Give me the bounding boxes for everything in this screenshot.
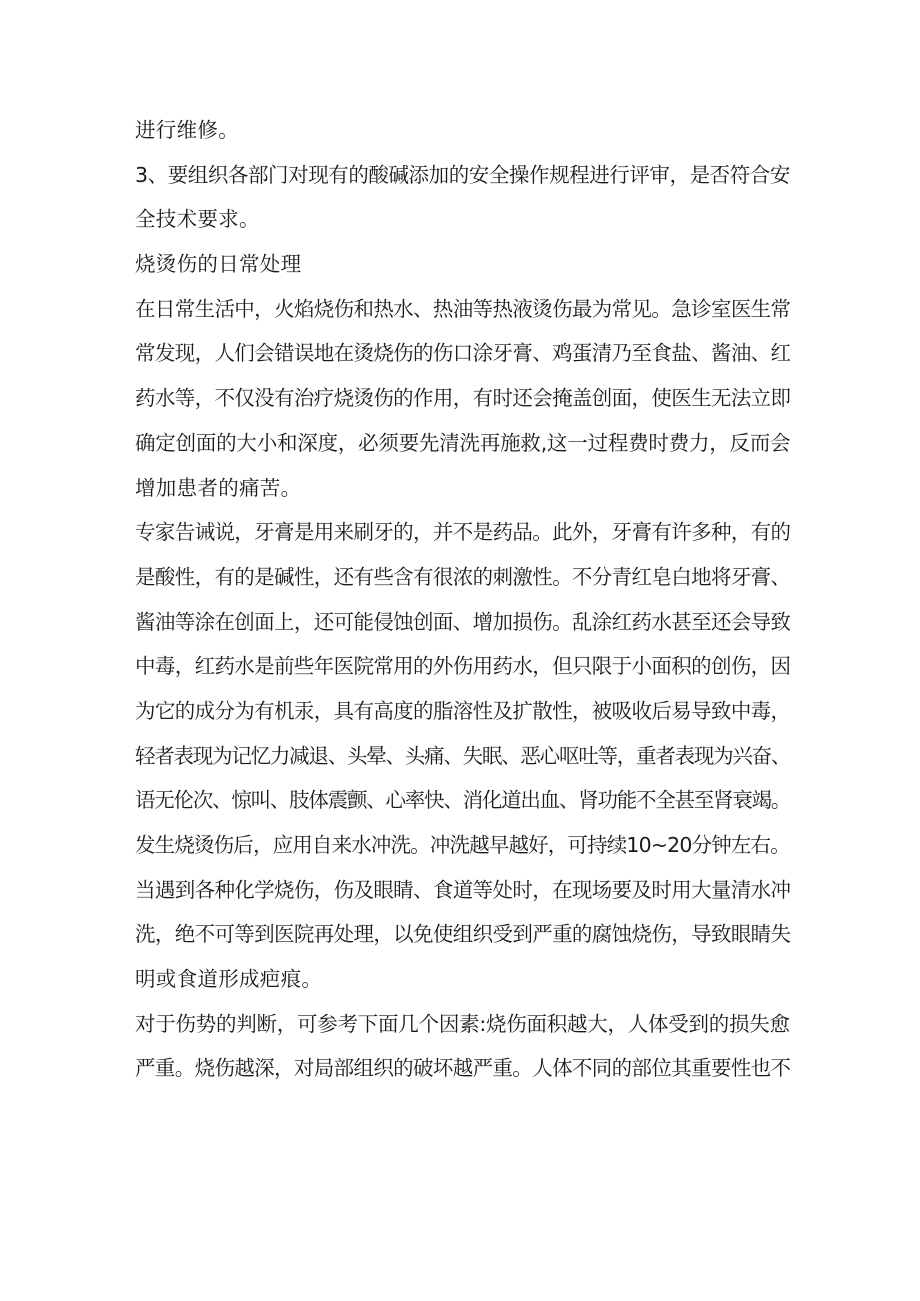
text-line: 语无伦次、惊叫、肢体震颤、心率快、消化道出血、肾功能不全甚至肾衰竭。 xyxy=(135,788,791,813)
text-line: 为它的成分为有机汞，具有高度的脂溶性及扩散性，被吸收后易导致中毒， xyxy=(135,698,791,723)
text-line: 常发现，人们会错误地在烫烧伤的伤口涂牙膏、鸡蛋清乃至食盐、酱油、红 xyxy=(135,341,791,366)
text-line: 中毒，红药水是前些年医院常用的外伤用药水，但只限于小面积的创伤，因 xyxy=(135,654,791,679)
section-heading: 烧烫伤的日常处理 xyxy=(135,252,302,277)
text-line: 严重。烧伤越深，对局部组织的破坏越严重。人体不同的部位其重要性也不 xyxy=(135,1056,791,1081)
text-line: 药水等，不仅没有治疗烧烫伤的作用，有时还会掩盖创面，使医生无法立即 xyxy=(135,386,791,411)
text-line: 确定创面的大小和深度，必须要先清洗再施救,这一过程费时费力，反而会 xyxy=(135,430,791,455)
text-line: 轻者表现为记忆力减退、头晕、头痛、失眠、恶心呕吐等，重者表现为兴奋、 xyxy=(135,743,791,768)
document-body xyxy=(135,108,790,1091)
text-line: 全技术要求。 xyxy=(135,207,260,232)
text-line: 对于伤势的判断，可参考下面几个因素:烧伤面积越大，人体受到的损失愈 xyxy=(135,1011,790,1036)
text-line: 明或食道形成疤痕。 xyxy=(135,967,323,992)
text-line: 是酸性，有的是碱性，还有些含有很浓的刺激性。不分青红皂白地将牙膏、 xyxy=(135,564,791,589)
text-line: 洗，绝不可等到医院再处理，以免使组织受到严重的腐蚀烧伤，导致眼睛失 xyxy=(135,922,791,947)
text-line: 3、要组织各部门对现有的酸碱添加的安全操作规程进行评审，是否符合安 xyxy=(135,162,790,187)
text-line: 当遇到各种化学烧伤，伤及眼睛、食道等处时，在现场要及时用大量清水冲 xyxy=(135,877,791,902)
text-line: 发生烧烫伤后，应用自来水冲洗。冲洗越早越好，可持续10~20分钟左右。 xyxy=(135,833,790,857)
text-line: 进行维修。 xyxy=(135,118,239,142)
text-line: 在日常生活中，火焰烧伤和热水、热油等热液烫伤最为常见。急诊室医生常 xyxy=(135,296,791,321)
text-line: 专家告诫说，牙膏是用来刷牙的，并不是药品。此外，牙膏有许多种，有的 xyxy=(135,520,791,545)
text-line: 酱油等涂在创面上，还可能侵蚀创面、增加损伤。乱涂红药水甚至还会导致 xyxy=(135,609,791,634)
text-line: 增加患者的痛苦。 xyxy=(135,475,302,500)
